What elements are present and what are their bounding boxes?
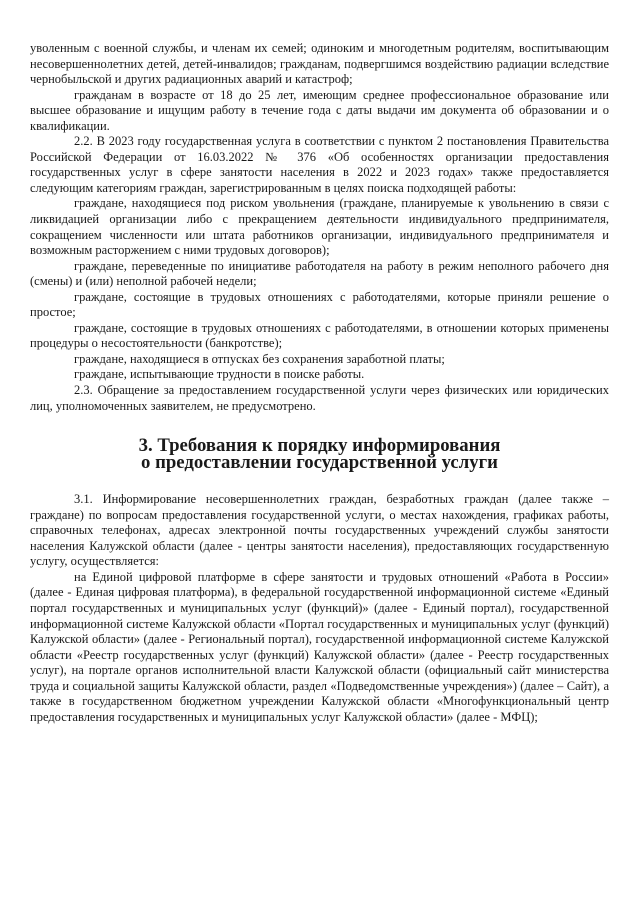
paragraph-bankruptcy: граждане, состоящие в трудовых отношениях с работодателями, в отношении которых применены процедуры о несостоятельности (банкротстве);: [30, 320, 609, 351]
paragraph-3-1: 3.1. Информирование несовершеннолетних граждан, безработных граждан (далее также – граждане) по вопросам предоставления государственной услуги, о местах нахождения, графиках работы, справочных телефонах, адресах электронной почты государственных учреждений службы занятости населения Калужской области (далее - центры занятости населения), предоставляющих государственную услугу, осуществляется:: [30, 492, 609, 569]
document-body: [30, 41, 609, 725]
paragraph-continuation: уволенным с военной службы, и членам их семей; одиноким и многодетным родителям, воспитывающим несовершеннолетних детей, детей-инвалидов; гражданам, подвергшимся воздействию радиации вследствие чернобыльской и других радиационных аварий и катастроф;: [30, 41, 609, 87]
section-heading-line1: 3. Требования к порядку информирования: [138, 435, 501, 457]
paragraph-part-time: граждане, переведенные по инициативе работодателя на работу в режим неполного рабочего дня (смены) и (или) неполной рабочей недели;: [30, 258, 609, 289]
section-heading-line2: о предоставлении государственной услуги: [141, 452, 498, 474]
paragraph-job-search-difficulty: граждане, испытывающие трудности в поиске работы.: [74, 367, 365, 382]
paragraph-idle-time: граждане, состоящие в трудовых отношениях с работодателями, которые приняли решение о простое;: [30, 289, 609, 320]
section-heading: [30, 435, 609, 474]
paragraph-2-3: 2.3. Обращение за предоставлением государственной услуги через физических или юридических лиц, уполномоченных заявителем, не предусмотрено.: [30, 383, 609, 413]
paragraph-unpaid-leave: граждане, находящиеся в отпусках без сохранения заработной платы;: [74, 351, 445, 366]
paragraph-2-2: 2.2. В 2023 году государственная услуга в соответствии с пунктом 2 постановления Правительства Российской Федерации от 16.03.2022 № 376 «Об особенностях организации предоставления государственных услуг в сфере занятости населения в 2022 и 2023 годах» также предоставляется следующим категориям граждан, зарегистрированным в целях поиска подходящей работы:: [30, 134, 609, 195]
paragraph-risk-of-dismissal: граждане, находящиеся под риском увольнения (граждане, планируемые к увольнению в связи с ликвидацией организации либо с прекращением деятельности индивидуального предпринимателя, сокращением численности или штата работников организации, индивидуального предпринимателя и возможным расторжением с ними трудовых договоров);: [30, 196, 609, 258]
paragraph-youth-18-25: гражданам в возрасте от 18 до 25 лет, имеющим среднее профессиональное образование или высшее образование и ищущим работу в течение года с даты выдачи им документа об образовании и о квалификации.: [30, 87, 609, 133]
paragraph-info-channels: на Единой цифровой платформе в сфере занятости и трудовых отношений «Работа в России» (далее - Единая цифровая платформа), в федеральной государственной информационной системе «Единый портал государственных и муниципальных услуг (функций)» (далее - Единый портал), государственной информационной системе Калужской области «Портал государственных и муниципальных услуг (функций) Калужской области» (далее - Региональный портал), государственной информационной системе Калужской области «Реестр государственных услуг (функций) Калужской области» (далее - Реестр государственных услуг), на портале органов исполнительной власти Калужской области (официальный сайт министерства труда и социальной защиты Калужской области, раздел «Подведомственные учреждения») (далее – Сайт), а также в государственном бюджетном учреждении Калужской области «Многофункциональный центр предоставления государственных и муниципальных услуг Калужской области» (далее - МФЦ);: [30, 569, 609, 724]
